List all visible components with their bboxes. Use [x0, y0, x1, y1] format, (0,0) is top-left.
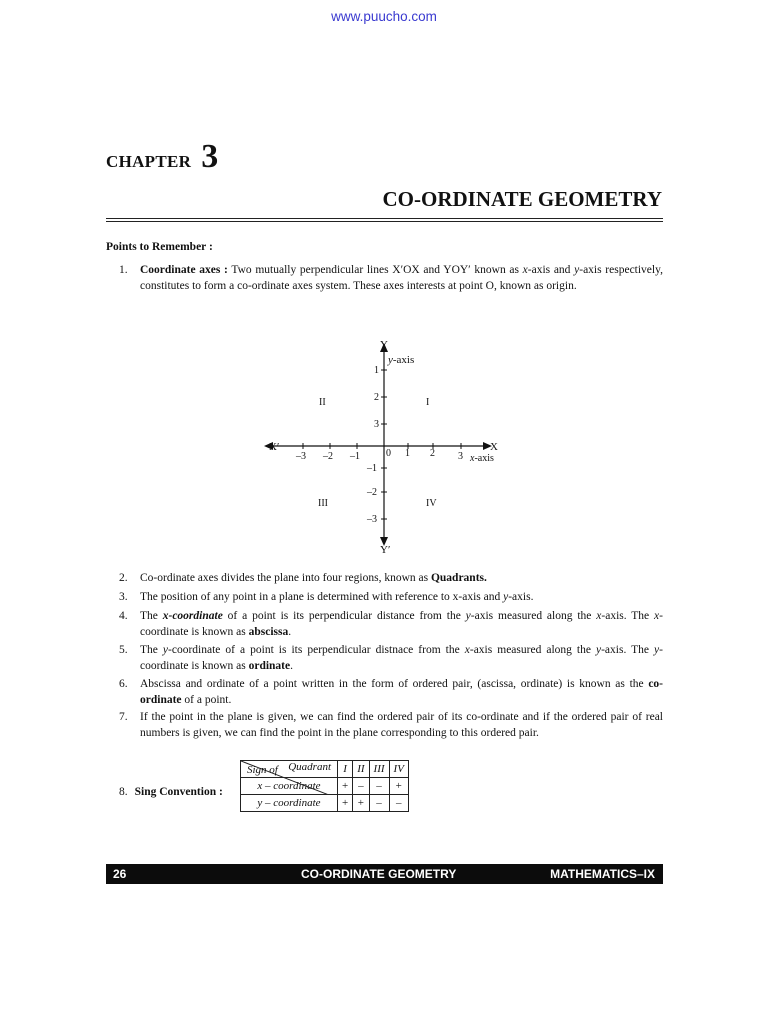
x-tick-label: –3: [296, 451, 306, 462]
svg-text:x-axis: [469, 453, 494, 464]
item-text: -coordinate is known as: [140, 610, 663, 638]
sign-cell: –: [353, 778, 369, 795]
svg-text:y-axis: [387, 354, 414, 366]
item-var: x: [464, 644, 470, 656]
item-text: -coordinate is known as: [140, 644, 663, 672]
item-term: co-ordinate: [140, 678, 663, 706]
quadrant-header: Quadrant: [288, 761, 331, 773]
table-diagonal-cell: [241, 761, 338, 778]
y-tick-label: 2: [374, 392, 379, 403]
item-text: -axis measured along the: [470, 610, 597, 622]
column-header: I: [338, 761, 353, 778]
sign-cell: –: [389, 795, 408, 812]
item-number: 2.: [119, 572, 128, 584]
y-prime-label: Y′: [380, 544, 391, 556]
item-text: The position of any point in a plane is determined with reference to x-axis and: [140, 591, 504, 603]
item-text: Co-ordinate axes divides the plane into four regions, known as: [140, 572, 431, 584]
item-var: x: [654, 610, 660, 622]
item-text: Two mutually perpendicular lines X′OX and YOY′ known as: [227, 264, 523, 276]
item-number: 8.: [119, 786, 128, 798]
y-label: Y: [380, 339, 388, 351]
sign-cell: +: [338, 795, 353, 812]
y-tick-label: 1: [374, 365, 379, 376]
y-tick-label: –3: [367, 514, 377, 525]
list-item-4: [119, 608, 663, 640]
x-tick-label: 3: [458, 451, 463, 462]
column-header: IV: [389, 761, 408, 778]
item-text: If the point in the plane is given, we can find the ordered pair of its co-ordinate and if the ordered pair of real numbers is given, we can find the point in the plane corresponding to this ordered pair.: [140, 711, 663, 739]
list-item-5: [119, 642, 663, 674]
item-term: Sing Convention :: [134, 786, 223, 798]
y-axis-label: -axis: [392, 354, 415, 366]
list-item-2: [119, 570, 663, 586]
quadrant-III-label: III: [318, 498, 328, 509]
chapter-heading: [106, 138, 218, 176]
quadrant-IV-label: IV: [426, 498, 437, 509]
item-number: 5.: [119, 644, 128, 656]
item-number: 7.: [119, 711, 128, 723]
item-number: 1.: [119, 264, 128, 276]
item-text: -axis. The: [601, 644, 655, 656]
list-item-1: [119, 262, 663, 294]
row-label: x – coordinate: [241, 778, 338, 795]
x-prime-label: X′: [269, 441, 280, 453]
points-heading: Points to Remember :: [106, 241, 213, 253]
x-tick-label: 1: [405, 448, 410, 459]
item-term: ordinate: [248, 660, 291, 672]
item-text: -axis. The: [601, 610, 655, 622]
item-text: The: [140, 610, 163, 622]
list-item-8: [119, 786, 223, 798]
sign-cell: +: [389, 778, 408, 795]
x-tick-label: 2: [430, 448, 435, 459]
list-item-7: [119, 709, 663, 741]
column-header: III: [369, 761, 389, 778]
title-rule-thick: [106, 218, 663, 219]
item-var: y: [503, 591, 509, 603]
item-var: y: [162, 644, 169, 656]
item-term: Coordinate axes :: [140, 264, 228, 276]
sign-cell: –: [369, 795, 389, 812]
header-url[interactable]: www.puucho.com: [331, 9, 437, 24]
sign-cell: –: [369, 778, 389, 795]
item-text: of a point is its perpendicular distance from the: [222, 610, 466, 622]
footer-chapter-title: CO-ORDINATE GEOMETRY: [301, 867, 457, 881]
item-var: y: [465, 610, 471, 622]
table-row: [241, 795, 409, 812]
origin-label: 0: [386, 448, 391, 459]
item-term: x-coordinate: [162, 610, 223, 622]
list-item-3: [119, 589, 663, 605]
item-term: Quadrants.: [430, 572, 487, 584]
quadrant-I-label: I: [426, 397, 430, 408]
row-label: y – coordinate: [241, 795, 338, 812]
page-number: 26: [113, 867, 127, 881]
list-item-6: [119, 676, 663, 708]
quadrant-II-label: II: [319, 397, 326, 408]
item-text: -axis measured along the: [469, 644, 596, 656]
table-header-row: [241, 761, 409, 778]
item-var: y: [654, 644, 660, 656]
y-axis-var: y: [388, 354, 393, 366]
chapter-title: CO-ORDINATE GEOMETRY: [382, 187, 662, 211]
item-number: 3.: [119, 591, 128, 603]
item-var: y: [574, 264, 580, 276]
chapter-number: 3: [201, 138, 219, 175]
x-axis-label: -axis: [474, 453, 494, 464]
x-tick-label: –2: [323, 451, 333, 462]
item-text: -axis and: [527, 264, 575, 276]
item-text: .: [288, 626, 292, 638]
item-number: 4.: [119, 610, 128, 622]
item-var: x: [596, 610, 602, 622]
item-text: .: [290, 660, 293, 672]
item-text: of a point.: [181, 694, 232, 706]
item-text: The: [140, 644, 163, 656]
item-text: -axis.: [508, 591, 534, 603]
footer-subject: MATHEMATICS–IX: [550, 867, 655, 881]
x-tick-label: –1: [350, 451, 360, 462]
y-tick-label: 3: [374, 419, 379, 430]
y-tick-label: –1: [367, 463, 377, 474]
x-label: X: [490, 441, 498, 453]
sign-of-header: Sign of: [247, 764, 278, 776]
column-header: II: [353, 761, 369, 778]
x-axis-var: x: [470, 453, 475, 464]
chapter-word: CHAPTER: [106, 152, 192, 171]
item-text: -coordinate of a point is its perpendicular distnace from the: [168, 644, 465, 656]
item-text: Abscissa and ordinate of a point written in the form of ordered pair, (ascissa, ordinate) is known as the: [140, 678, 649, 690]
sign-cell: +: [338, 778, 353, 795]
item-var: x: [522, 264, 528, 276]
item-term: abscissa: [248, 626, 289, 638]
axis-ticks: [303, 370, 461, 519]
coordinate-axes-diagram: [260, 335, 510, 557]
item-var: y: [595, 644, 602, 656]
item-number: 6.: [119, 678, 128, 690]
sign-convention-table: [240, 760, 409, 812]
y-tick-label: –2: [367, 487, 377, 498]
title-rule-thin: [106, 221, 663, 222]
footer-bar: [106, 864, 663, 884]
sign-cell: +: [353, 795, 369, 812]
item-text: -axis respectively, constitutes to form a co-ordinate axes system. These axes interests at point O, known as origin.: [140, 264, 663, 292]
